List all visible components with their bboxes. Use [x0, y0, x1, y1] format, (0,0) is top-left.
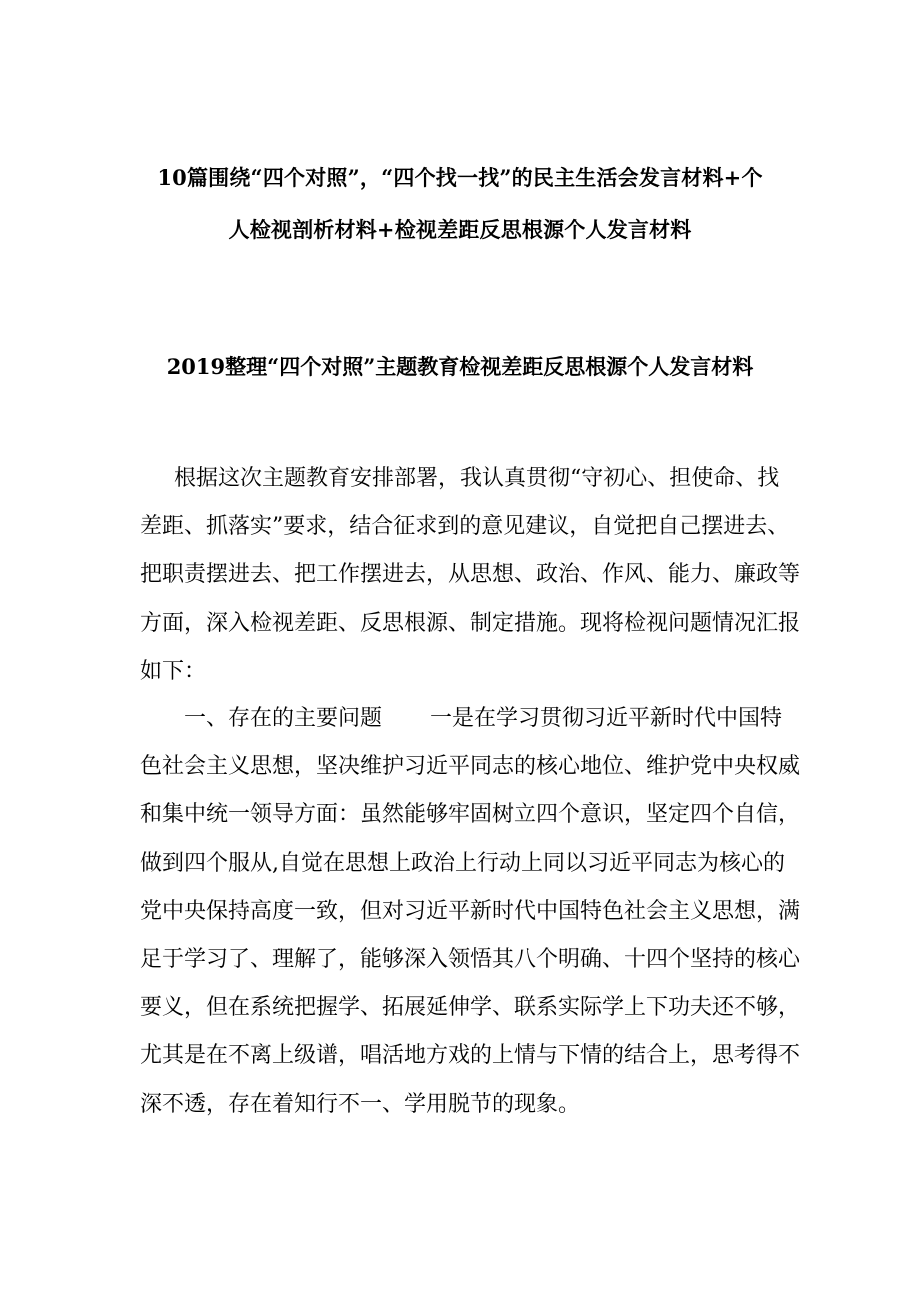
paragraph-line: 深不透，存在着知行不一、学用脱节的现象。	[140, 1091, 581, 1117]
paragraph-intro	[140, 455, 801, 696]
title-line-2: 人检视剖析材料+检视差距反思根源个人发言材料	[228, 217, 692, 242]
paragraph-line: 把职责摆进去、把工作摆进去，从思想、政治、作风、能力、廉政等	[140, 562, 801, 588]
section-heading: 一、存在的主要问题	[184, 706, 383, 731]
paragraph-line: 差距、抓落实”要求，结合征求到的意见建议，自觉把自己摆进去、	[140, 514, 790, 540]
paragraph-lead: 一是在学习贯彻习近平新时代中国特	[430, 706, 783, 731]
paragraph-line: 尤其是在不离上级谱，唱活地方戏的上情与下情的结合上，思考得不	[140, 1043, 801, 1069]
paragraph-line: 方面，深入检视差距、反思根源、制定措施。现将检视问题情况汇报	[140, 610, 801, 636]
paragraph-line: 和集中统一领导方面：虽然能够牢固树立四个意识，坚定四个自信，	[140, 802, 801, 828]
paragraph-line: 根据这次主题教育安排部署，我认真贯彻“守初心、担使命、找	[174, 466, 780, 491]
paragraph-line: 足于学习了、理解了，能够深入领悟其八个明确、十四个坚持的核心	[140, 947, 801, 973]
paragraph-line: 如下：	[140, 658, 207, 684]
paragraph-line: 色社会主义思想，坚决维护习近平同志的核心地位、维护党中央权威	[140, 754, 801, 780]
paragraph-first-line	[140, 695, 790, 743]
paragraph-problems	[140, 695, 801, 1129]
title-line-1: 10篇围绕“四个对照”，“四个找一找”的民主生活会发言材料+个	[157, 165, 763, 190]
paragraph-line: 做到四个服从,自觉在思想上政治上行动上同以习近平同志为核心的	[140, 850, 785, 876]
document-subtitle: 2019整理“四个对照”主题教育检视差距反思根源个人发言材料	[166, 354, 754, 379]
document-title	[120, 152, 800, 256]
paragraph-line: 党中央保持高度一致，但对习近平新时代中国特色社会主义思想，满	[140, 898, 801, 924]
paragraph-line: 要义，但在系统把握学、拓展延伸学、联系实际学上下功夫还不够，	[140, 995, 801, 1021]
